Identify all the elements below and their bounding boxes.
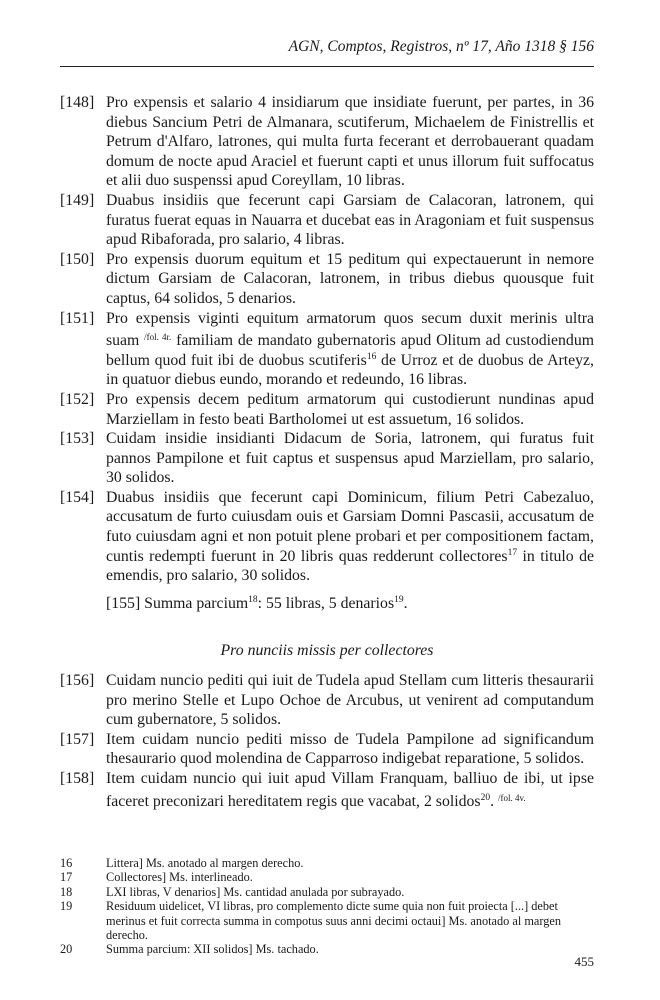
footnote-ref: 20 xyxy=(480,792,491,803)
entry-156 xyxy=(60,671,594,730)
folio-marker: /fol. 4v. xyxy=(497,792,526,803)
entry-number: [151] xyxy=(60,309,95,327)
entry-text: Item cuidam nuncio qui iuit apud Villam Franquam, balliuo de ibi, ut ipse faceret preconizari hereditatem regis que vacabat, 2 solidos xyxy=(106,770,594,810)
entry-number: [158] xyxy=(60,770,95,787)
footnote xyxy=(60,870,594,884)
entry-text: Duabus insidiis que fecerunt capi Garsiam de Calacoran, latronem, qui furatus fuerat equas in Nauarra et ducebat eas in Aragoniam et fuit suspensus apud Ribaforada, pro salario, 4 libras. xyxy=(106,191,594,249)
footnote-number: 17 xyxy=(60,870,73,885)
entry-number: [150] xyxy=(60,250,95,268)
entry-text: Pro expensis viginti equitum armatorum quos secum duxit merinis ultra suam xyxy=(106,309,594,350)
summa-line xyxy=(60,594,594,614)
footnote-text: Collectores] Ms. interlineado. xyxy=(106,870,253,885)
header-rule xyxy=(60,66,594,67)
entry-text: in titulo de emendis, pro salario, 30 solidos. xyxy=(106,547,595,585)
entry-154 xyxy=(60,488,594,586)
entry-152 xyxy=(60,390,594,429)
entry-text: de Urroz et de duobus de Arteyz, in quatuor diebus eundo, morando et redeundo, 16 libras. xyxy=(106,351,594,389)
entry-150 xyxy=(60,250,594,309)
entry-text: Item cuidam nuncio pediti misso de Tudela Pampilone ad significandum thesaurario quod molendina de Capparroso indigebat reparatione, 5 solidos. xyxy=(106,730,594,768)
footnote-ref: 16 xyxy=(366,351,377,362)
entry-number: [157] xyxy=(60,730,95,748)
footnote-text: LXI libras, V denarios] Ms. cantidad anulada por subrayado. xyxy=(106,884,405,899)
footnote xyxy=(60,885,594,899)
running-header: AGN, Comptos, Registros, nº 17, Año 1318 § 156 xyxy=(288,38,594,55)
summa-text: Summa parcium xyxy=(144,594,249,612)
footnote-number: 20 xyxy=(60,942,73,957)
footnote xyxy=(60,899,594,942)
footnote-ref: 19 xyxy=(394,594,404,605)
footnote-text: Summa parcium: XII solidos] Ms. tachado. xyxy=(106,942,319,957)
entry-number: [152] xyxy=(60,390,95,408)
entry-157 xyxy=(60,730,594,769)
entry-number: [154] xyxy=(60,488,95,506)
folio-marker: /fol. 4r. xyxy=(144,332,172,343)
entry-text: Cuidam nuncio pediti qui iuit de Tudela apud Stellam cum litteris thesaurarii pro merino Stelle et Lupo Ochoe de Arcubus, ut venirent ad computandum cum gubernatore, 5 solidos. xyxy=(106,672,594,729)
entry-number: [153] xyxy=(60,430,95,448)
entry-number: [149] xyxy=(60,191,95,209)
summa-text: . xyxy=(403,594,408,612)
footnote-number: 18 xyxy=(60,884,73,899)
entry-158 xyxy=(60,769,594,811)
entry-149 xyxy=(60,191,594,250)
entry-text: familiam de mandato gubernatoris apud Olitum ad custodiendum bellum quod fuit ibi de duobus scutiferis xyxy=(106,332,595,369)
footnote-ref: 18 xyxy=(248,594,258,605)
footnote xyxy=(60,856,594,870)
entry-number: [155] xyxy=(106,594,141,612)
entry-153 xyxy=(60,429,594,488)
footnote-ref: 17 xyxy=(507,547,518,558)
entry-text: Pro expensis duorum equitum et 15 peditum qui expectauerunt in nemore dictum Garsiam de Calacoran, latronem, in tribus diebus quousque fuit captus, 64 solidos, 5 denarios. xyxy=(106,250,594,307)
footnote-number: 16 xyxy=(60,856,73,870)
entry-148 xyxy=(60,93,594,191)
entry-151 xyxy=(60,309,594,390)
main-text xyxy=(60,93,594,811)
footnotes xyxy=(60,856,594,957)
entry-text: Duabus insidiis que fecerunt capi Dominicum, filium Petri Cabezaluo, accusatum de furto cuiusdam ouis et Garsiam Domni Pascasii, accusatum de futo cuiusdam agni et non potuit plene probari et per compositionem factam, cuntis redempti fuerunt in 20 libris quas redderunt collectores xyxy=(106,488,594,565)
entry-text: Pro expensis decem peditum armatorum qui custodierunt nundinas apud Marziellam in festo beati Bartholomei ut est assuetum, 16 solidos. xyxy=(106,390,594,428)
section-title: Pro nunciis missis per collectores xyxy=(220,642,434,660)
page-number: 455 xyxy=(574,954,594,969)
summa-text: : 55 libras, 5 denarios xyxy=(257,594,395,612)
entry-number: [156] xyxy=(60,672,95,690)
entry-number: [148] xyxy=(60,94,95,111)
footnote-text: Littera] Ms. anotado al margen derecho. xyxy=(106,856,304,870)
entry-text: Cuidam insidie insidianti Didacum de Soria, latronem, qui furatus fuit pannos Pampilone et fuit captus et suspensus apud Marziellam, pro salario, 30 solidos. xyxy=(106,430,594,487)
entry-text: . xyxy=(490,792,498,810)
entry-text: Pro expensis et salario 4 insidiarum que insidiate fuerunt, per partes, in 36 diebus Sancium Petri de Almanara, scutiferum, Michaelem de Finistrellis et Petrum d'Alfaro, latrones, qui multa furta fecerant et derrobauerant quadam domum de nocte apud Araciel et fuerunt capti et unus illorum fuit suffocatus et alii duo suspenssi apud Coreyllam, 10 libras. xyxy=(106,94,594,190)
footnote-number: 19 xyxy=(60,899,73,914)
footnote-text: Residuum uidelicet, VI libras, pro complemento dicte sume quia non fuit proiecta [...] debet merinus et fuit correcta summa in compotus suus anni decimi octaui] Ms. anotado al margen derecho. xyxy=(106,899,561,943)
